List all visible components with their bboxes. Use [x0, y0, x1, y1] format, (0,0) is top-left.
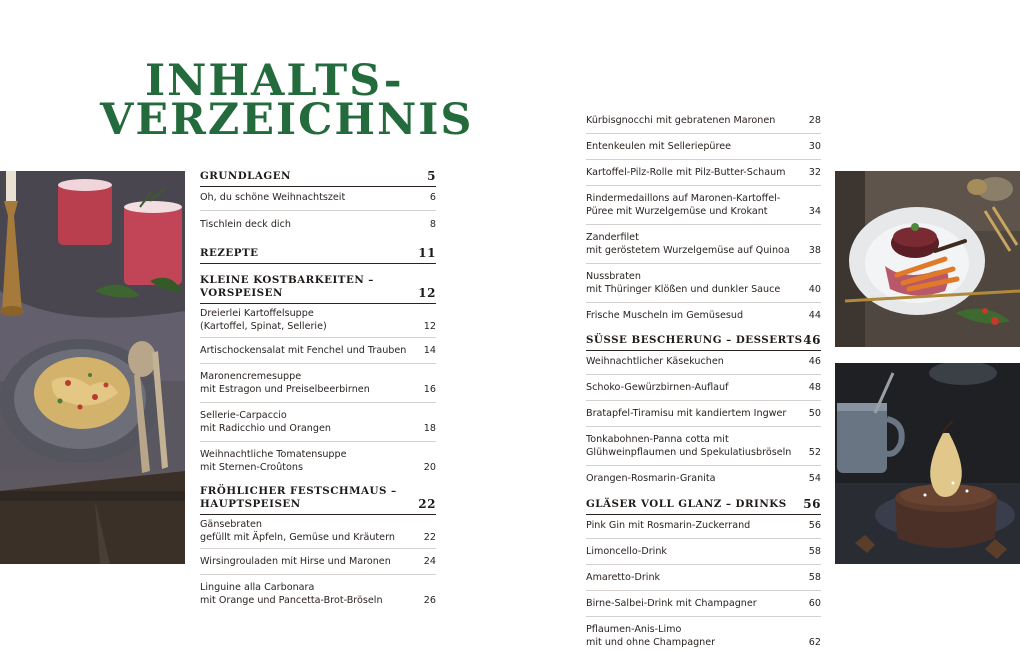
photo-pasta-drinks-illustration — [0, 171, 185, 564]
entry-text: Weihnachtlicher Käsekuchen — [586, 356, 724, 367]
entry-text: Pflaumen-Anis-Limo mit und ohne Champagner — [586, 624, 716, 648]
toc-entry[interactable] — [586, 375, 821, 401]
toc-entry[interactable] — [586, 591, 821, 617]
entry-page: 40 — [808, 284, 821, 295]
toc-entry[interactable] — [200, 442, 436, 480]
section-heading[interactable] — [200, 247, 436, 264]
entry-page: 62 — [808, 637, 821, 648]
section-page: 56 — [803, 497, 821, 511]
entry-page: 32 — [808, 167, 821, 178]
entry-page: 26 — [423, 595, 436, 606]
entry-text: Rindermedaillons auf Maronen-Kartoffel- Püree mit Wurzelgemüse und Krokant — [586, 193, 781, 217]
entry-page: 54 — [808, 473, 821, 484]
entry-page: 52 — [808, 447, 821, 458]
toc-entry[interactable] — [586, 134, 821, 160]
toc-section-vorspeisen — [200, 274, 436, 480]
entry-text: Birne-Salbei-Drink mit Champagner — [586, 598, 757, 609]
entry-page: 20 — [423, 462, 436, 473]
entry-text: Nussbraten mit Thüringer Klößen und dunkler Sauce — [586, 271, 781, 295]
entry-page: 58 — [808, 546, 821, 557]
toc-entry[interactable] — [586, 225, 821, 264]
entry-text: Zanderfilet mit geröstetem Wurzelgemüse auf Quinoa — [586, 232, 790, 256]
section-page: 46 — [803, 333, 821, 347]
photo-pear-dessert — [835, 363, 1020, 564]
photo-pasta-drinks — [0, 171, 185, 564]
toc-entry[interactable] — [586, 113, 821, 134]
entry-text: Sellerie-Carpaccio mit Radicchio und Orangen — [200, 410, 331, 434]
entry-text: Maronencremesuppe mit Estragon und Preiselbeerbirnen — [200, 371, 370, 395]
entry-text: Weihnachtliche Tomatensuppe mit Sternen-Croûtons — [200, 449, 347, 473]
entry-page: 44 — [808, 310, 821, 321]
toc-entry[interactable] — [586, 264, 821, 303]
section-heading[interactable] — [200, 170, 436, 187]
toc-left-column — [200, 170, 436, 613]
page-title — [100, 56, 474, 145]
section-title: FRÖHLICHER FESTSCHMAUS – HAUPTSPEISEN — [200, 485, 397, 510]
entry-page: 6 — [429, 192, 436, 203]
section-heading[interactable] — [586, 498, 821, 515]
entry-text: Kürbisgnocchi mit gebratenen Maronen — [586, 115, 776, 126]
section-heading[interactable] — [200, 485, 436, 515]
section-page: 11 — [418, 246, 436, 260]
section-title: REZEPTE — [200, 247, 259, 259]
section-title: GRUNDLAGEN — [200, 170, 291, 182]
toc-entry[interactable] — [200, 403, 436, 442]
entry-page: 14 — [423, 345, 436, 356]
entry-page: 24 — [423, 556, 436, 567]
entry-text: Kartoffel-Pilz-Rolle mit Pilz-Butter-Schaum — [586, 167, 786, 178]
toc-entry[interactable] — [586, 515, 821, 539]
entry-page: 8 — [429, 219, 436, 230]
toc-section-hauptspeisen — [200, 485, 436, 613]
toc-right-column — [586, 113, 821, 651]
entry-page: 50 — [808, 408, 821, 419]
toc-hauptspeisen-continued — [586, 113, 821, 328]
toc-entry[interactable] — [586, 186, 821, 225]
toc-entry[interactable] — [586, 303, 821, 328]
photo-beef-illustration — [835, 171, 1020, 347]
entry-page: 60 — [808, 598, 821, 609]
entry-page: 16 — [423, 384, 436, 395]
entry-text: Limoncello-Drink — [586, 546, 667, 557]
toc-entry[interactable] — [586, 351, 821, 375]
entry-page: 48 — [808, 382, 821, 393]
entry-text: Tischlein deck dich — [200, 219, 291, 230]
entry-text: Frische Muscheln im Gemüsesud — [586, 310, 744, 321]
section-page: 5 — [427, 169, 436, 183]
entry-page: 34 — [808, 206, 821, 217]
entry-page: 18 — [423, 423, 436, 434]
toc-section-desserts — [586, 334, 821, 491]
toc-entry[interactable] — [200, 364, 436, 403]
entry-page: 12 — [423, 321, 436, 332]
title-line-2: VERZEICHNIS — [100, 95, 474, 145]
toc-entry[interactable] — [200, 211, 436, 238]
entry-page: 30 — [808, 141, 821, 152]
toc-section-drinks — [586, 498, 821, 651]
toc-entry[interactable] — [200, 304, 436, 338]
entry-page: 46 — [808, 356, 821, 367]
section-page: 22 — [418, 497, 436, 511]
entry-text: Schoko-Gewürzbirnen-Auflauf — [586, 382, 729, 393]
entry-text: Tonkabohnen-Panna cotta mit Glühweinpflaumen und Spekulatiusbröseln — [586, 434, 792, 458]
entry-text: Entenkeulen mit Selleriepüree — [586, 141, 732, 152]
toc-entry[interactable] — [200, 575, 436, 613]
entry-page: 56 — [808, 520, 821, 531]
entry-text: Bratapfel-Tiramisu mit kandiertem Ingwer — [586, 408, 787, 419]
entry-page: 58 — [808, 572, 821, 583]
section-page: 12 — [418, 286, 436, 300]
toc-entry[interactable] — [586, 539, 821, 565]
section-title: SÜSSE BESCHERUNG – DESSERTS — [586, 334, 803, 346]
section-title: KLEINE KOSTBARKEITEN – VORSPEISEN — [200, 274, 374, 299]
section-heading[interactable] — [200, 274, 436, 304]
entry-text: Linguine alla Carbonara mit Orange und Pancetta-Brot-Bröseln — [200, 582, 383, 606]
toc-section-grundlagen — [200, 170, 436, 238]
photo-beef-medallions — [835, 171, 1020, 347]
entry-text: Dreierlei Kartoffelsuppe (Kartoffel, Spinat, Sellerie) — [200, 308, 327, 332]
toc-entry[interactable] — [200, 338, 436, 364]
entry-text: Pink Gin mit Rosmarin-Zuckerrand — [586, 520, 751, 531]
toc-entry[interactable] — [586, 466, 821, 491]
toc-entry[interactable] — [586, 160, 821, 186]
toc-entry[interactable] — [586, 617, 821, 651]
photo-pear-illustration — [835, 363, 1020, 564]
toc-entry[interactable] — [200, 549, 436, 575]
entry-text: Wirsingrouladen mit Hirse und Maronen — [200, 556, 391, 567]
entry-text: Oh, du schöne Weihnachtszeit — [200, 192, 346, 203]
entry-text: Artischockensalat mit Fenchel und Trauben — [200, 345, 407, 356]
toc-entry[interactable] — [586, 427, 821, 466]
entry-page: 38 — [808, 245, 821, 256]
entry-text: Gänsebraten gefüllt mit Äpfeln, Gemüse und Kräutern — [200, 519, 395, 543]
toc-entry[interactable] — [200, 187, 436, 211]
entry-text: Orangen-Rosmarin-Granita — [586, 473, 716, 484]
toc-entry[interactable] — [200, 515, 436, 549]
section-heading[interactable] — [586, 334, 821, 351]
title-line-1: INHALTS- — [145, 56, 404, 106]
toc-entry[interactable] — [586, 401, 821, 427]
entry-page: 22 — [423, 532, 436, 543]
section-title: GLÄSER VOLL GLANZ – DRINKS — [586, 498, 787, 510]
toc-entry[interactable] — [586, 565, 821, 591]
entry-text: Amaretto-Drink — [586, 572, 661, 583]
toc-section-rezepte — [200, 247, 436, 264]
entry-page: 28 — [808, 115, 821, 126]
